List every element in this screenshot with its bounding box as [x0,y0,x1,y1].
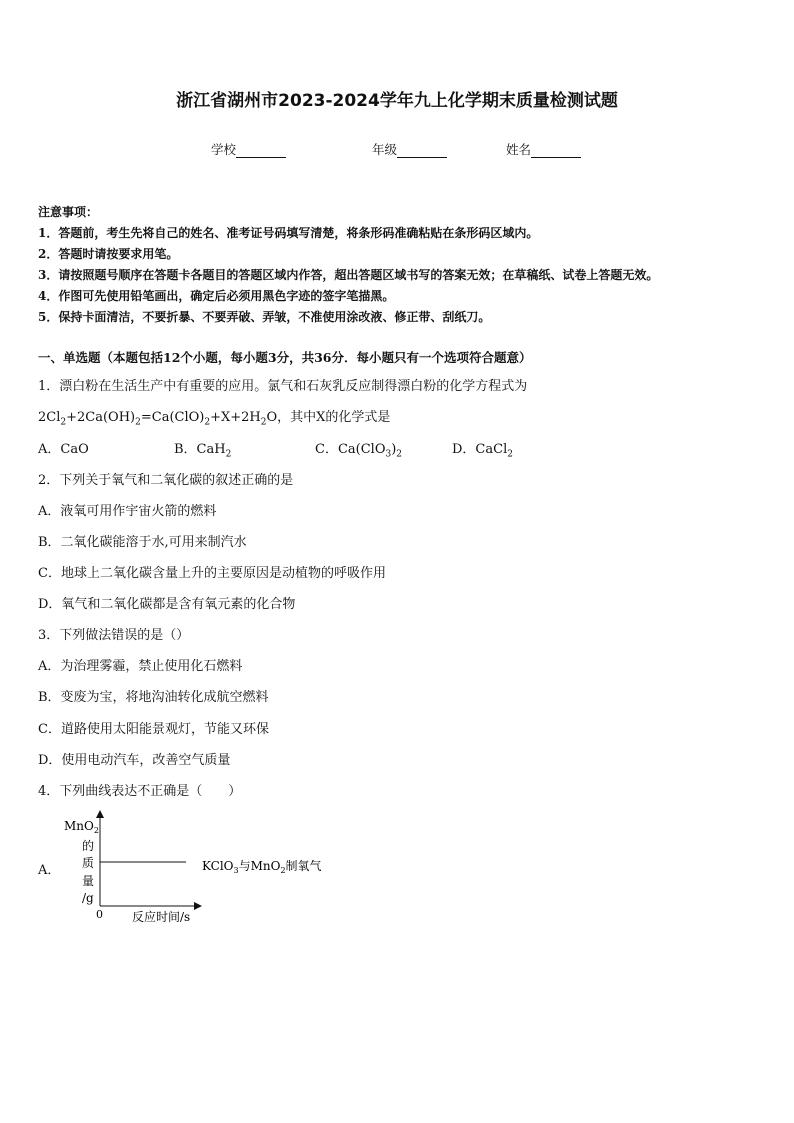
question-1-option-c[interactable]: C．$Ca(ClO_3)_2$ [315,442,403,460]
question-4-option-a-label[interactable]: A． [38,863,61,878]
section-heading: 一、单选题（本题包括12个小题，每小题3分，共36分．每小题只有一个选项符合题意） [38,350,532,365]
question-1-option-b[interactable]: B．CaH$_2$ [174,442,232,460]
question-3-option-a[interactable]: A．为治理雾霾，禁止使用化石燃料 [38,659,243,674]
question-3-option-d[interactable]: D．使用电动汽车，改善空气质量 [38,753,231,768]
note-item: 1．答题前，考生先将自己的姓名、准考证号码填写清楚，将条形码准确粘贴在条形码区域内。 [38,226,539,240]
note-item: 5．保持卡面清洁，不要折暴、不要弄破、弄皱，不准使用涂改液、修正带、刮纸刀。 [38,310,491,324]
name-field [506,140,581,158]
school-blank[interactable] [236,145,286,158]
question-4-stem: 4．下列曲线表达不正确是（ ） [38,784,242,799]
question-1-option-a[interactable]: A．CaO [38,442,89,457]
notes-title: 注意事项： [38,205,99,219]
y-axis-label: /g [82,891,94,905]
school-label: 学校 [211,142,237,157]
grade-blank[interactable] [397,145,447,158]
x-axis-label: 反应时间/s [132,910,191,924]
question-1-equation: $2Cl_2+2Ca(OH)_2=Ca(ClO)_2+X+2H_2O$，其中X的化学式是 [38,410,391,428]
name-label: 姓名 [506,142,532,157]
note-item: 2．答题时请按要求用笔。 [38,247,179,261]
question-1-option-d[interactable]: D．CaCl$_2$ [452,442,513,460]
question-2-option-b[interactable]: B．二氧化碳能溶于水,可用来制汽水 [38,535,247,550]
question-2-option-a[interactable]: A．液氧可用作宇宙火箭的燃料 [38,504,217,519]
question-2-option-c[interactable]: C．地球上二氧化碳含量上升的主要原因是动植物的呼吸作用 [38,566,386,581]
note-item: 4．作图可先使用铅笔画出，确定后必须用黑色字迹的签字笔描黑。 [38,289,395,303]
question-3-stem: 3．下列做法错误的是（） [38,628,190,643]
school-field [211,140,286,158]
grade-field [372,140,447,158]
y-axis-label: MnO$_2$ [64,819,99,835]
graph-caption: KClO$_3$与MnO$_2$制氧气 [202,859,322,875]
y-axis-label: 质 [82,856,95,870]
question-2-stem: 2．下列关于氧气和二氧化碳的叙述正确的是 [38,473,294,488]
y-axis-label: 的 [82,839,95,853]
question-3-option-c[interactable]: C．道路使用太阳能景观灯，节能又环保 [38,722,269,737]
y-axis-label: 量 [82,874,95,888]
note-item: 3．请按照题号顺序在答题卡各题目的答题区域内作答，超出答题区域书写的答案无效；在草稿纸、试卷上答题无效。 [38,268,659,282]
name-blank[interactable] [531,145,581,158]
question-1-stem: 1．漂白粉在生活生产中有重要的应用。氯气和石灰乳反应制得漂白粉的化学方程式为 [38,379,528,394]
question-3-option-b[interactable]: B．变废为宝，将地沟油转化成航空燃料 [38,690,269,705]
question-4-graph-a [56,806,356,931]
origin-label: 0 [96,908,103,921]
grade-label: 年级 [372,142,398,157]
question-2-option-d[interactable]: D．氧气和二氧化碳都是含有氧元素的化合物 [38,597,296,612]
page-title: 浙江省湖州市2023-2024学年九上化学期末质量检测试题 [176,91,618,111]
